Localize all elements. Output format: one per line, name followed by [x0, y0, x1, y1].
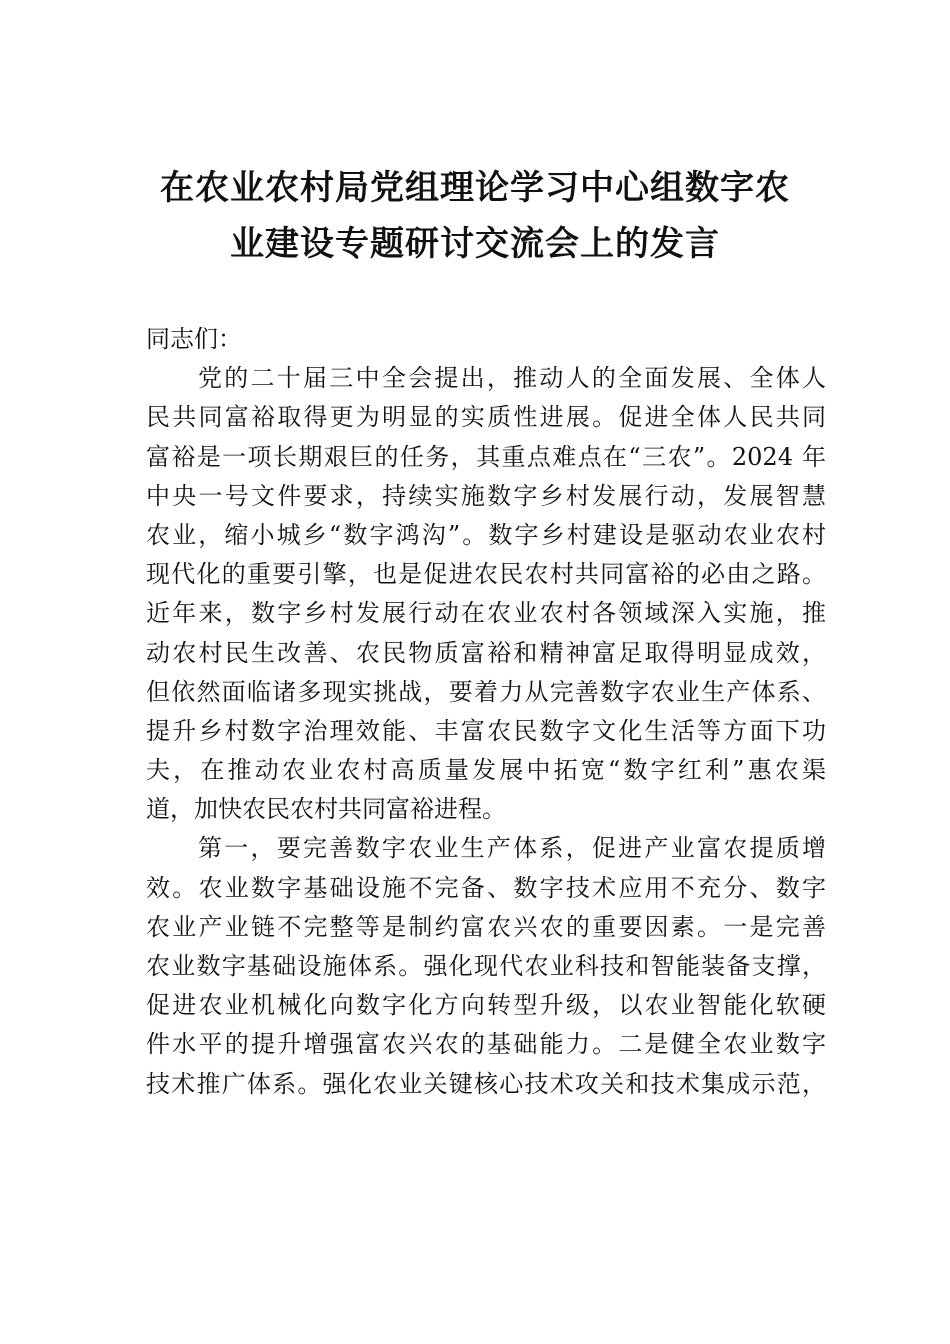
paragraph-line: 但依然面临诸多现实挑战，要着力从完善数字农业生产体系、 — [146, 677, 826, 706]
paragraph-line: 效。农业数字基础设施不完备、数字技术应用不充分、数字 — [146, 873, 826, 902]
paragraph-line: 技术推广体系。强化农业关键核心技术攻关和技术集成示范， — [146, 1069, 826, 1098]
paragraph-line: 道，加快农民农村共同富裕进程。 — [146, 795, 506, 824]
title-line: 在农业农村局党组理论学习中心组数字农 — [160, 168, 790, 208]
paragraph-line: 夫，在推动农业农村高质量发展中拓宽“数字红利”惠农渠 — [146, 756, 826, 785]
paragraph-line: 农业，缩小城乡“数字鸿沟”。数字乡村建设是驱动农业农村 — [146, 520, 826, 549]
paragraph-line: 中央一号文件要求，持续实施数字乡村发展行动，发展智慧 — [146, 481, 826, 510]
paragraph-line: 促进农业机械化向数字化方向转型升级，以农业智能化软硬 — [146, 991, 826, 1020]
paragraph-line: 现代化的重要引擎，也是促进农民农村共同富裕的必由之路。 — [146, 560, 826, 589]
paragraph-line: 农业产业链不完整等是制约富农兴农的重要因素。一是完善 — [146, 912, 826, 941]
paragraph-line: 近年来，数字乡村发展行动在农业农村各领域深入实施，推 — [146, 599, 826, 628]
paragraph-line: 第一，要完善数字农业生产体系，促进产业富农提质增 — [198, 834, 826, 863]
paragraph-1 — [146, 359, 826, 829]
paragraph-2 — [146, 829, 826, 1103]
paragraph-line: 农业数字基础设施体系。强化现代农业科技和智能装备支撑， — [146, 952, 826, 980]
paragraph-line: 党的二十届三中全会提出，推动人的全面发展、全体人 — [198, 364, 826, 393]
paragraph-line: 提升乡村数字治理效能、丰富农民数字文化生活等方面下功 — [146, 716, 826, 745]
paragraph-line: 民共同富裕取得更为明显的实质性进展。促进全体人民共同 — [146, 403, 826, 432]
salutation: 同志们： — [146, 325, 242, 353]
document-body — [146, 320, 826, 1104]
paragraph-line: 件水平的提升增强富农兴农的基础能力。二是健全农业数字 — [146, 1030, 826, 1059]
title-line: 业建设专题研讨交流会上的发言 — [230, 224, 720, 264]
paragraph-line: 动农村民生改善、农民物质富裕和精神富足取得明显成效， — [146, 638, 826, 667]
paragraph-line: 富裕是一项长期艰巨的任务，其重点难点在“三农”。2024 年 — [146, 442, 826, 471]
document-title — [140, 160, 810, 272]
